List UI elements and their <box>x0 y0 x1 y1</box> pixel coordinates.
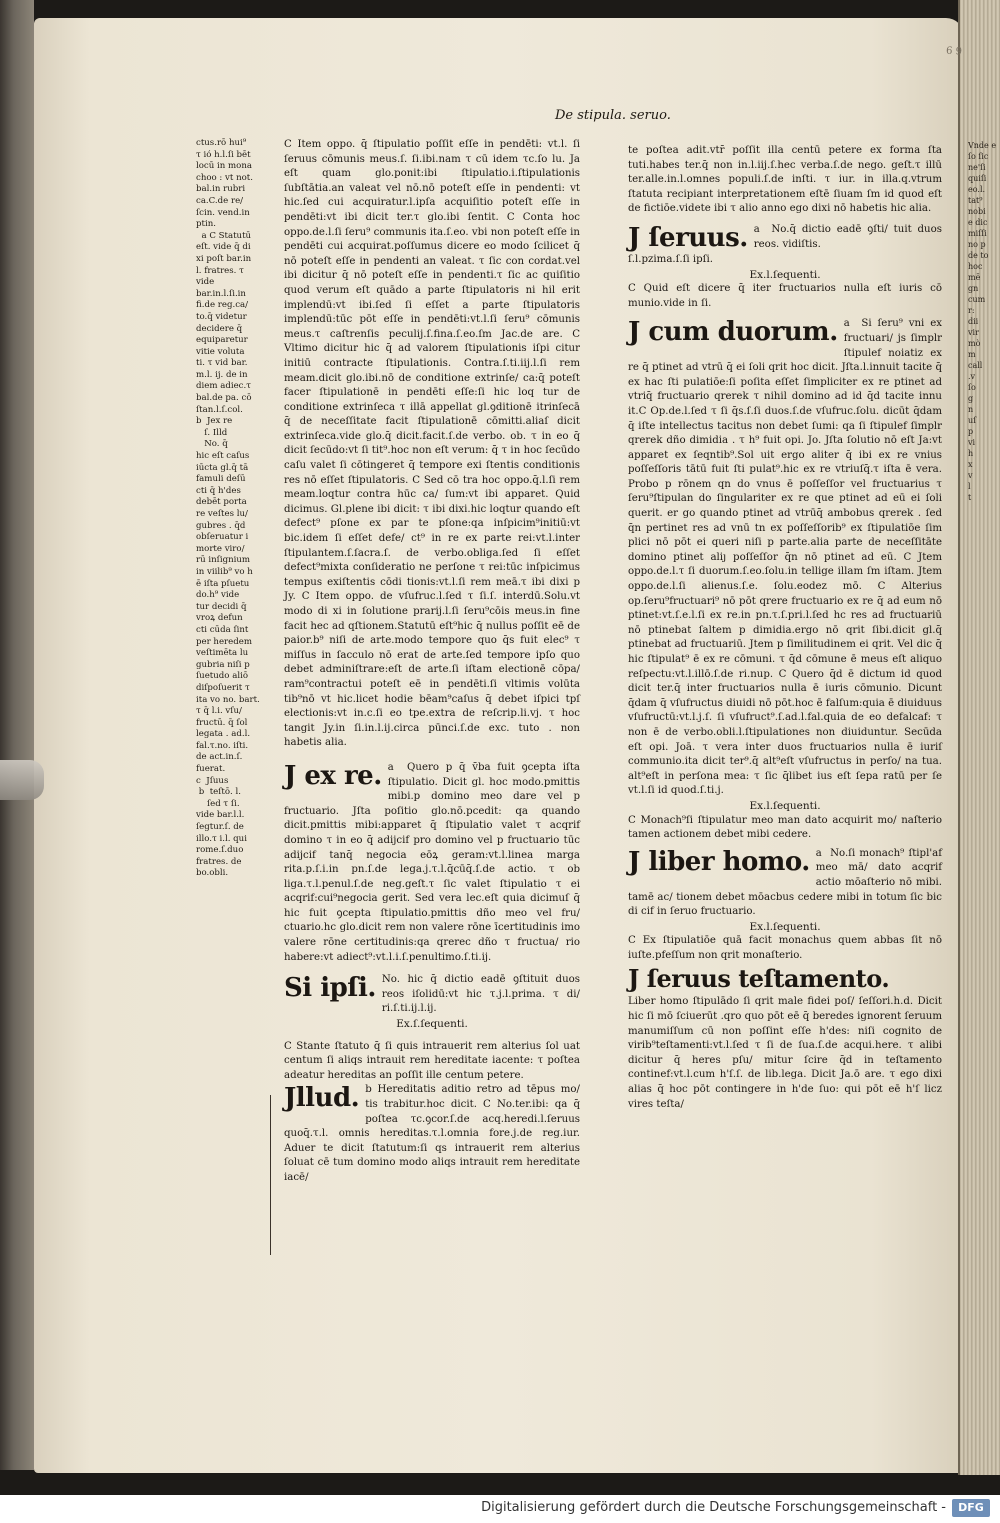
rubric: Ex.ſ.ſequenti. <box>396 1018 468 1031</box>
lemma-note: No.ſi monach⁹ ſtipl'af meo mā/ <box>815 847 942 874</box>
paragraph: C Ex ſtipulatiōe quā facit monachus quem abbas ſit nō iuſte.pfeſſum non qrit monaſterio. <box>628 935 942 961</box>
paragraph: te poſtea adit.vtr̄ poſſit illa centū petere ex forma ſta tuti.habes ter.q̄ non in.l.iij.ſ.hec verba.ſ.de nego. geſt.τ illū ter.alle.in.l.omnes populi.ſ.de inſti. τ iur. in illa.q.vtrum ſtatuta recipiant interpretationem eſtē ſiuam ſm id quod eſt de fictiōe.videte ibi τ alio anno ego dixi nō habetis hic alia. <box>628 145 942 215</box>
lemma-heading: Si ipſi. <box>284 973 376 1004</box>
paragraph: ſ.l.pzima.ſ.ſi ipſi. <box>628 253 713 265</box>
page-clip <box>0 760 44 800</box>
paragraph: js ſimplr ſtipulef noiatiz ex re q̄ ptinet ad vtrū q̄ ei ſoli qrit hoc dicit. Jſta.l.innuit tacite q̄ ex hac ſti pulatiōe:ſi poſita eſſet ſimpliciter ex re ptinet ad vtriq̄ fructuario qrerek τ nihil domino ad id q̄d tacite innu it.C Op.de.l.ſed τ ſi q̄s.ſ.ſi duos.ſ.de vſufruc.ſolu. dicūt q̄dam q̄ iſte intellectus tacitus non debet ſumi: qa ſi ſtipulef ſimplr qrerek dño dimidia . τ h⁹ fuit opi. Jo. Jſta ſolutio nō eſt Ja:vt apparet ex ſeqntib⁹.Sol uit ergo aliter q̄ ibi ex re vnius poſſeſſoris tātū fuit ſti pulat⁹.hic ex re vtriuſq̄.τ iſta ē vera. Probo p rōnem qn do vnus ē poſſeſſor vel fructuarius τ ſeru⁹ſtipulan do ſingulariter ex re que ptinet ad eū ei ſoli querit. er go quando ptinet ad vtrūq̄ ambobus qrerek . ſed q̄n pertinet res ad vnū tn ex poſſeſſorib⁹ ex ſtipulatiōe ſim plici nō pōt ei queri niſi p parte.alia parte de neceſſitāte domino ptinet aliȷ poſſeſſor q̄n nō ptinet ad eū. C Jtem oppo.de.l.τ ſi duorum.ſ.eo.ſolu.in tellige illam ſm iſtam. Jtem oppo.de.l.ſi alienus.ſ.e. ſolu.eodez mō. C Alterius op.ſeru⁹fructuari⁹ nō pōt qrere fructuario ex re q̄ ad eum nō ptinet:vt.ſ.e.l.ſi ex re.in pn.τ.ſ.pri.l.ſed hc res ad fructuariū nō ptinebat ſaltem p dimidia.ergo nō qrit ſibi.dicit gl.q̄ ptinebat ad fructuariū. Jtem p ſimilitudinem ei qrit. Vel dic q̄ hic ſtipulat⁹ ē ex re cōmuni. τ q̄d cōmune ē meus eſt aliquo reſpectu:vt.l.illō.ſ.de ri.nup. C Quero q̄d ē dictum id quod dicit ter.q̄ inter fructuarios nulla ē iuris cōmunio. Dicunt q̄dam q̄ vſufructus diuidi nō pōt.hoc ē falſum:quia ē diuiduus vſufructū:vt.l.j.ſ. ſi vſufruct⁹.ſ.ad.l.fal.quia de eo defalcaf: τ non ē de verbo.obli.l.ſtipulationes non diuiduntur. Secūda eſt opi. Joā. τ vera inter duos fructuarios nulla ē iuriſ communio.ita dicit ter⁹.q̄ alt⁹eſt vſufructus in perſo/ na tua. alt⁹eſt in perſona mea: τ ſic q̄libet ius eſt ſepa ratū per ſe vt.l.ſi id quod.ſ.ti.j. <box>628 332 942 797</box>
paragraph: Dicit gl. hoc modo.pmittis mibi.p domino meo dare vel p fructuario. Jſta poſitio glo.nō.pcedit: qa quando dicit.pmittis mibi:apparet q̄ ſtipulatio valet τ acqrif domino τ in eo q̄ adijcif pro domino vel p fructuario tūc adijcif tanq̄ negocia eōꝝ geram:vt.l.linea marga rita.p.ſ.i.in pn.ſ.de lega.j.τ.l.q̄cūq̄.ſ.de actio. τ ob liga.τ.l.penul.ſ.de neg.geſt.τ ſic valet ſtipulatio τ ei acqrif:cui⁹negocia gerit. Sed vera lec.eſt quia dicimuſ q̄ hic fuit ꝯcepta ſtipulatio.pmittis dño meo vel fru/ ctuario.hc glo.dicit rem non valere rōne īcertitudinis imo valere rōne certitudinis:qa qrerec dño τ fructua/ rio habere:vt adiect⁹:vt.l.i.ſ.penultimo.ſ.ti.ij. <box>284 776 580 963</box>
paragraph: dato acqrif actio mōaſterio nō mibi. tamē ac/ tionem debet mōacbus cedere mibi in totum ſic bic di cif in ſeruo fructuario. <box>628 862 942 918</box>
lemma-paragraph <box>628 223 942 252</box>
left-page-edge <box>0 0 34 1470</box>
text-column-right <box>628 144 942 1112</box>
lemma-paragraph <box>284 761 580 965</box>
margin-bracket <box>270 1095 277 1255</box>
lemma-heading: Jllud. <box>284 1083 360 1114</box>
paragraph: C Monach⁹ſi ſtipulatur meo man dato acquirit mo/ naſterio tamen actionem debet mibi cedere. <box>628 814 942 841</box>
lemma-note: Quero p q̄ v̄ba fuit ꝯcepta iſta ſtipulatio. <box>387 761 580 788</box>
corner-page-number: 6 9 <box>945 45 963 58</box>
lemma-paragraph <box>284 973 580 1017</box>
paragraph: C Item oppo. q̄ ſtipulatio poſſit eſſe in pendēti: vt.l. ſi ſeruus cōmunis meus.ſ. ſi.ibi.nam τ cū idem τc.ſo lu. Ja eſt quam glo.ponit:ibi ſtipulatio.i.ſtipulationis ſubſtātia.an valeat vel nō.nō poteſt eſſe in pendenti: vt hic.ſed cui acquiratur.l.ipſa acquiſitio poteſt eſſe in pendēti:vt ibi dicit ter.τ glo.ibi ſentit. C Conta hoc oppo.de.l.ſi ſeru⁹ communis ita.ſ.eo. vbi non poteſt eſſe in pendēti cui acquirat.poſſumus dicere eo modo ſcilicet q̄ nō poteſt eſſe in pendenti an valeat. τ ſic con cordat.vel ibi dicitur q̄ nō poteſt eſſe in pendenti.τ ſic ac quiſitio quod verum eſt quādo a parte ſtipulatoris ni hil erit implendū:vt ibi.ſed ſi eſſet a parte ſtipulatoris implendū:tūc pōt eſſe in pendēti:vt.l.ſi ſeru⁹ cōmunis meus.τ caſtrenſis peculij.ſ.fina.ſ.eo.ſm Jac.de are. C Vltimo dicitur hic q̄ ad valorem ſtipulationis iſpi citur initiū contracte ſtipulationis. Contra.ſ.ti.iij.l.ſi rem meam.dicit glo.ibi.nō de conditione extrinſe/ ca:q̄ poteſt facer ſtipulationē in pendēti eſſe:ſi hic loq tur de conditione extrinſeca τ illā appellat gl.ꝯditionē itrinſecā q̄ de neceſſitate facit ſtipulationē cōmitti.aliaſ dicit extrinſeca.vide glo.q̄ dicit.facit.ſ.de verbo. ob. τ in eo q̄ dicit ſecūdo:vt ſi tit⁹.hoc non eſt verum: q̄ τ in hoc ſecūdo caſu valet ſi cōtingeret q̄ tempore exi ſtentis conditionis res nō eſſet ſtipulatoris. C Sed cō tra hoc oppo.q̄.l.ſi rem meam.loqtur contra hūc ca/ ſum:vt ibi apparet. Quid dicimus. Gl.plene ibi dicit: τ ibi dixi.hic loqtur quando eſt defect⁹ pſone ex par te pſone:qa inſpicim⁹initiū:vt bic.idem ſi eſſet defe/ ct⁹ in re ex parte rei:vt.l.inter ſtipulantem.ſ.ſacra.ſ. de verbo.obliga.ſed ſi eſſet defect⁹mixta conſideratio ne perſone τ rei:tūc inſpicimus tempus exiſtentis cōdi tionis:vt.l.ſi rem meā.τ ibi dixi p Jy. C Item oppo. de vſufruc.l.ſed τ ſi.ſ. interdū.Solu.vt modo di xi in ſolutione prarij.l.ſi ſeru⁹cōis meus.in fine facit hec ad qſtionem.Statutū eſt⁹hic q̄ nullus poſſit eē de paior.b⁹ niſi de arte.modo tempore quo q̄s fuit elec⁹ τ miſſus in ſacculo nō erat de arte.ſed tempore ipſo quo debet adminiſtrare:eſt de arte.ſi iſtam electionē cōpa/ ram⁹contractui poteſt eē in pendēti.ſi vltimis volūta tib⁹nō vt hic.licet hodie bēam⁹caſus q̄ debet iſpici tpſ electionis:vt in.c.ſi eo tpe.extra de reſcrip.li.vj. τ hoc tangit Jy.in ſi.in.l.ij.circa pūnci.ſ.de exc. tuto . non habetis alia. <box>284 139 580 749</box>
lemma-note: No. hic q̄ dictio eadē ꝯſtituit duos reos iſolidū:vt hic τ.j.l.prima. τ di/ ri.ſ.ti.ij.l.ij. <box>381 974 580 1015</box>
section-mark: a <box>843 318 862 330</box>
lemma-paragraph <box>284 1083 580 1185</box>
lemma-paragraph <box>628 317 942 799</box>
dfg-logo: DFG <box>952 1499 990 1517</box>
footer-credit: Digitalisierung gefördert durch die Deutsche Forschungsgemeinschaft - <box>481 1500 946 1515</box>
paragraph: Liber homo ſtipulādo ſi qrit male fidei poſ/ ſeſſori.h.d. Dicit hic ſi mō ſciuerūt .qro quo pōt eē q̄ beredes ignorent ſeruum manumiſſum cū non poſſint eſſe h'des: niſi cognito de virib⁹teſtamenti:vt.l.ſed τ ſi de ſua.ſ.de acqui.here. τ alibi dicitur q̄ heres pſu/ mitur ſcire q̄d in teſtamento continef:vt.l.cum h'ſ.ſ. de lib.lega. Dicit Ja.ō are. τ ego dixi alias q̄ hoc pōt contingere in h'de ſuo: qui pōt eē h'ſ licz vires teſta/ <box>628 996 942 1110</box>
lemma-heading: J ex re. <box>284 760 382 791</box>
marginal-gloss: ctus.rō hui⁹ τ ió h.l.ſi bēt locū in mona choo : vt not. bal.in rubri ca.C.de re/ ſcin. vend.in ptin. a C Statutū eſt. vide q̄ di xi poſt bar.in l. fratres. τ vide bar.in.l.ſi.in fi.de reg.ca/ to.q̄ videtur decidere q̄ equiparetur vitie voluta ti. τ vid bar. m.l. ij. de in diem adiec.τ bal.de pa. cō ſtan.l.ſ.col. b Jex re ſ. Illd No. q̄ hic eſt caſus iūcta gl.q̄ tā famuli deſū cti q̄ h'des debēt porta re veſtes lu/ gubres . q̄d obſeruatur i morte viro/ rū inſignium in viilib⁹ vo h ē iſta pſuetu do.h⁹ vide tur decidi q̄ vroꝝ defun cti cūda ſint per heredem veſtimēta lu gubria niſi p ſuetudo aliō diſpoſuerit τ ita vo no. bart. τ q̄ l.i. vſu/ fructū. q̄ ſol legata . ad.l. fal.τ.no. iſti. de act.in.ſ. fuerat. c Jſuus b teſtō. l. ſed τ ſi. vide bar.l.l. ſegtur.ſ. de illo.τ i.l. qui rome.ſ.duo fratres. de bo.obli. <box>196 138 260 879</box>
rubric: Ex.l.ſequenti. <box>749 799 821 812</box>
section-mark: a <box>387 761 408 773</box>
paragraph: C Quid eſt dicere q̄ iter fructuarios nulla eſt iuris cō munio.vide in ſi. <box>628 283 942 309</box>
lemma-heading: J ſeruus. <box>628 222 748 253</box>
running-header: De stipula. seruo. <box>555 108 671 123</box>
rubric: Ex.l.ſequenti. <box>749 268 821 281</box>
paragraph: C Stante ſtatuto q̄ ſi quis intrauerit rem alterius ſol uat centum ſi aliqs intrauit rem hereditate iacente: τ poſtea adeatur hereditas an poſſit ille centum petere. <box>284 1040 580 1081</box>
paragraph: b Hereditatis aditio retro ad tēpus mo/ tis trabitur.hoc dicit. C No.ter.ibi: qa q̄ poſtea τc.ꝯcor.ſ.de acq.heredi.l.ſeruus quoq̄.τ.l. omnis hereditas.τ.l.omnia fore.j.de reg.iur. Aduer te dicit ſtatutum:ſi qs intrauerit rem alterius ſoluat cē tum domino modo aliqs intrauit rem hereditate iacē/ <box>284 1084 580 1183</box>
lemma-heading: J ſeruus teſtamento. <box>628 964 890 994</box>
text-column-left <box>284 138 580 1186</box>
neighbor-page-text: Vnde e ſo ſic ne'ſi quiſi eo.l. tat⁹ nobi e dic miſſi no p de to hoc mē gn cum r: dii vir mò m call .v ſo g n uſ p vi h x v l t <box>968 141 997 502</box>
lemma-heading: J liber homo. <box>628 846 810 877</box>
section-mark: a <box>815 847 831 859</box>
lemma-heading: J cum duorum. <box>628 317 838 348</box>
lemma-note: Si ſeru⁹ vni ex fructuari/ <box>843 318 942 344</box>
rubric: Ex.l.ſequenti. <box>749 920 821 933</box>
lemma-paragraph <box>628 847 942 920</box>
section-mark: a <box>753 223 772 235</box>
lemma-note: No.q̄ dictio eadē ꝯſti/ tuit duos reos. vidiſtis. <box>753 223 942 250</box>
